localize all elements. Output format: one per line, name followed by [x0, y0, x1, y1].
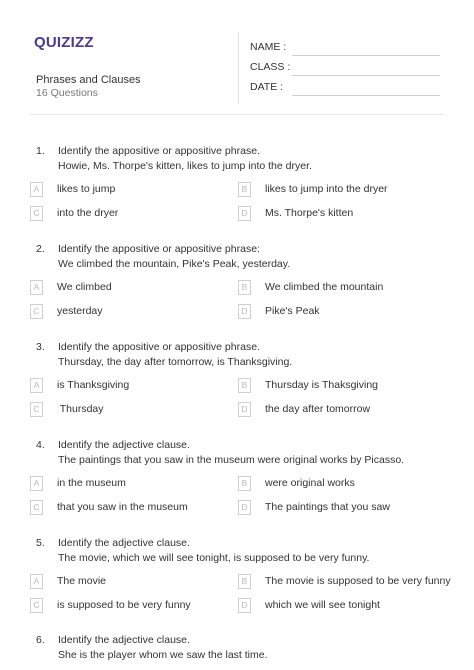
option-a[interactable] — [30, 574, 230, 590]
option-text: yesterday — [57, 305, 103, 317]
header-rule — [30, 114, 444, 115]
option-letter-box[interactable]: D — [238, 500, 251, 515]
option-letter-box[interactable]: C — [30, 402, 43, 417]
question-sentence: Howie, Ms. Thorpe's kitten, likes to jump into the dryer. — [58, 160, 312, 172]
question-number: 4. — [36, 439, 45, 451]
question-sentence: The movie, which we will see tonight, is supposed to be very funny. — [58, 552, 370, 564]
question-sentence: She is the player whom we saw the last time. — [58, 649, 268, 661]
option-letter-box[interactable]: B — [238, 476, 251, 491]
option-c[interactable] — [30, 304, 230, 320]
option-d[interactable] — [238, 598, 468, 614]
worksheet-title: Phrases and Clauses — [36, 74, 141, 86]
option-a[interactable] — [30, 280, 230, 296]
option-letter-box[interactable]: C — [30, 500, 43, 515]
option-d[interactable] — [238, 402, 468, 418]
option-letter-box[interactable]: A — [30, 574, 43, 589]
option-letter-box[interactable]: A — [30, 182, 43, 197]
question-number: 3. — [36, 341, 45, 353]
worksheet-header — [0, 0, 474, 110]
option-text: is Thanksgiving — [57, 379, 130, 391]
question-3 — [0, 341, 474, 431]
question-sentence: We climbed the mountain, Pike's Peak, yesterday. — [58, 258, 291, 270]
option-d[interactable] — [238, 206, 468, 222]
name-field[interactable] — [250, 41, 450, 57]
option-letter-box[interactable]: D — [238, 402, 251, 417]
option-text: in the museum — [57, 477, 126, 489]
option-c[interactable] — [30, 402, 230, 418]
option-text: Ms. Thorpe's kitten — [265, 207, 354, 219]
question-number: 2. — [36, 243, 45, 255]
option-letter-box[interactable]: D — [238, 598, 251, 613]
question-sentence: The paintings that you saw in the museum were original works by Picasso. — [58, 454, 405, 466]
option-letter-box[interactable]: A — [30, 476, 43, 491]
class-line[interactable] — [292, 75, 440, 76]
question-number: 5. — [36, 537, 45, 549]
option-letter-box[interactable]: B — [238, 378, 251, 393]
option-letter-box[interactable]: B — [238, 280, 251, 295]
option-text: Thursday — [57, 403, 104, 415]
question-prompt: Identify the adjective clause. — [58, 439, 190, 451]
option-letter-box[interactable]: D — [238, 304, 251, 319]
option-text: The paintings that you saw — [265, 501, 390, 513]
question-5 — [0, 537, 474, 627]
option-text: which we will see tonight — [265, 599, 380, 611]
option-b[interactable] — [238, 574, 468, 590]
option-b[interactable] — [238, 182, 468, 198]
question-prompt: Identify the adjective clause. — [58, 634, 190, 646]
option-b[interactable] — [238, 280, 468, 296]
date-line[interactable] — [292, 95, 440, 96]
option-text: The movie is supposed to be very funny — [265, 575, 451, 587]
option-text: into the dryer — [57, 207, 119, 219]
option-letter-box[interactable]: D — [238, 206, 251, 221]
option-text: likes to jump — [57, 183, 116, 195]
question-number: 1. — [36, 145, 45, 157]
option-a[interactable] — [30, 182, 230, 198]
question-2 — [0, 243, 474, 333]
option-letter-box[interactable]: A — [30, 378, 43, 393]
option-letter-box[interactable]: C — [30, 206, 43, 221]
date-field[interactable] — [250, 81, 450, 97]
option-c[interactable] — [30, 598, 230, 614]
option-c[interactable] — [30, 206, 230, 222]
date-label: DATE : — [250, 81, 284, 93]
question-1 — [0, 145, 474, 235]
name-line[interactable] — [292, 55, 440, 56]
class-label: CLASS : — [250, 61, 291, 73]
question-prompt: Identify the appositive or appositive phrase. — [58, 145, 260, 157]
option-d[interactable] — [238, 304, 468, 320]
question-prompt: Identify the adjective clause. — [58, 537, 190, 549]
question-6 — [0, 634, 474, 668]
option-letter-box[interactable]: A — [30, 280, 43, 295]
option-text: that you saw in the museum — [57, 501, 188, 513]
question-prompt: Identify the appositive or appositive phrase: — [58, 243, 260, 255]
option-text: were original works — [265, 477, 355, 489]
option-d[interactable] — [238, 500, 468, 516]
name-label: NAME : — [250, 41, 287, 53]
option-text: Thursday is Thaksgiving — [265, 379, 379, 391]
option-c[interactable] — [30, 500, 230, 516]
option-text: We climbed — [57, 281, 112, 293]
option-text: Pike's Peak — [265, 305, 320, 317]
option-letter-box[interactable]: C — [30, 598, 43, 613]
question-number: 6. — [36, 634, 45, 646]
option-text: the day after tomorrow — [265, 403, 371, 415]
header-divider — [238, 32, 239, 104]
question-4 — [0, 439, 474, 529]
option-b[interactable] — [238, 378, 468, 394]
question-prompt: Identify the appositive or appositive phrase. — [58, 341, 260, 353]
option-b[interactable] — [238, 476, 468, 492]
question-sentence: Thursday, the day after tomorrow, is Thanksgiving. — [58, 356, 293, 368]
question-count: 16 Questions — [36, 87, 98, 99]
option-text: We climbed the mountain — [265, 281, 384, 293]
option-text: likes to jump into the dryer — [265, 183, 388, 195]
option-a[interactable] — [30, 476, 230, 492]
option-letter-box[interactable]: C — [30, 304, 43, 319]
option-letter-box[interactable]: B — [238, 182, 251, 197]
quizizz-logo: QUIZIZZ — [34, 34, 94, 51]
option-text: is supposed to be very funny — [57, 599, 191, 611]
option-a[interactable] — [30, 378, 230, 394]
option-letter-box[interactable]: B — [238, 574, 251, 589]
class-field[interactable] — [250, 61, 450, 77]
option-text: The movie — [57, 575, 107, 587]
